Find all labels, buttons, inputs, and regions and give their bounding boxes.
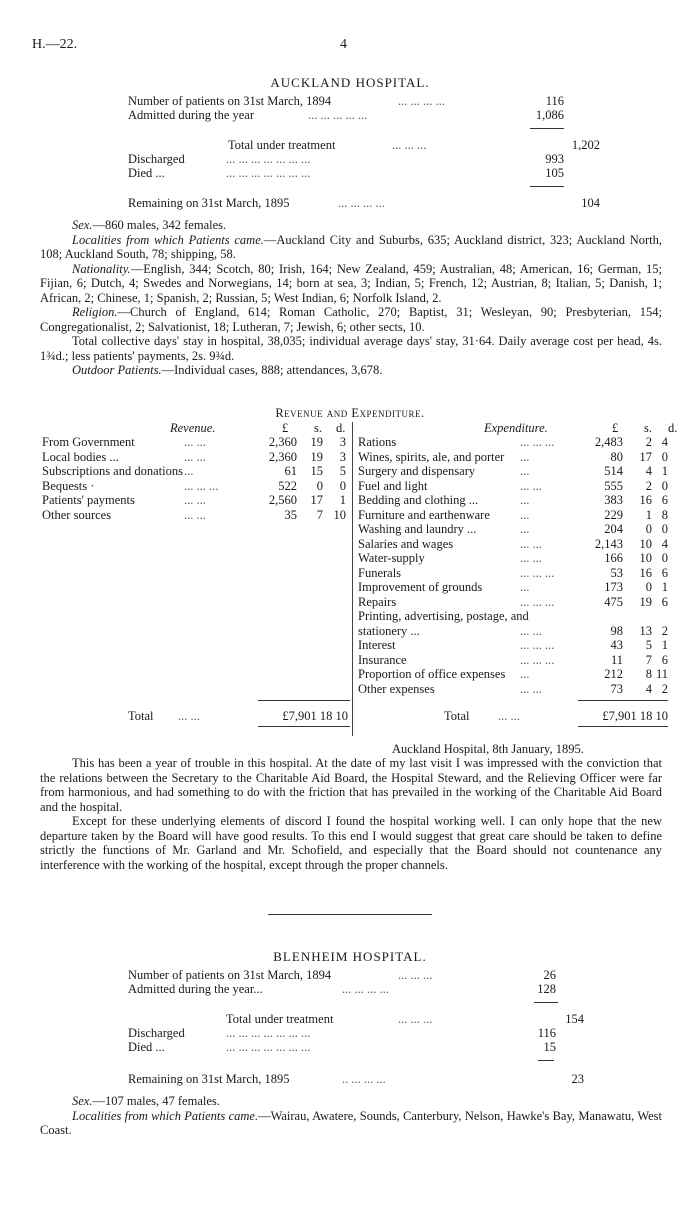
rev-d: 3 xyxy=(339,449,346,464)
exp-l: 212 xyxy=(604,667,623,681)
stat-row: Remaining on 31st March, 1895 ... ... ... ... 104 xyxy=(128,196,600,210)
rev-l: 522 xyxy=(278,478,297,493)
exp-l: 229 xyxy=(604,507,623,522)
rev-dots: ... ... xyxy=(184,507,206,522)
stat-row: Number of patients on 31st March, 1894 ... ... ... 26 xyxy=(128,968,556,982)
expenditure-row xyxy=(0,493,700,508)
exp-dots: ... ... ... xyxy=(520,652,555,667)
exp-s: 5 xyxy=(645,638,652,652)
expenditure-row xyxy=(0,667,700,682)
stat-row: Admitted during the year ... ... ... ... ... 1,086 xyxy=(128,108,564,122)
stat-row: Total under treatment ... ... ... 1,202 xyxy=(228,138,600,152)
exp-s: 19 xyxy=(639,594,652,609)
expenditure-row xyxy=(0,653,700,668)
paragraph: Total collective days' stay in hospital, 38,035; individual average days' stay, 31·64. Daily average cost per head, 4s. 1¾d.; less patients' payments, 2s. 9¾d. xyxy=(40,334,662,363)
blenheim-particulars xyxy=(40,1094,662,1138)
rev-d: 5 xyxy=(339,464,346,478)
rev-l: 2,560 xyxy=(268,493,297,507)
exp-dots: ... ... xyxy=(520,681,542,696)
stat-row: Died ... ... ... ... ... ... ... ... 105 xyxy=(128,166,564,180)
page-number: 4 xyxy=(340,37,347,52)
exp-s: 0 xyxy=(645,580,652,594)
rev-l: 2,360 xyxy=(268,449,297,464)
exp-l: 53 xyxy=(610,565,623,580)
exp-d: 0 xyxy=(661,478,668,493)
exp-label: Improvement of grounds xyxy=(358,580,483,594)
exp-label: Repairs xyxy=(358,594,397,609)
exp-d: 6 xyxy=(661,493,668,507)
exp-label: Rations xyxy=(358,435,397,449)
rev-label: Local bodies ... xyxy=(42,449,119,464)
inspector-report xyxy=(40,756,662,872)
exp-d: 4 xyxy=(661,536,668,551)
exp-l: 2,483 xyxy=(594,435,623,449)
exp-dots: ... xyxy=(520,493,530,507)
exp-s: 16 xyxy=(639,493,652,507)
stat-row: Admitted during the year... ... ... ... ... 128 xyxy=(128,982,556,996)
exp-label: Water-supply xyxy=(358,551,425,565)
revenue-total-label: Total xyxy=(128,709,154,723)
expenditure-row xyxy=(0,638,700,653)
exp-s: 7 xyxy=(645,652,652,667)
rev-d: 3 xyxy=(339,435,346,449)
exp-d: 1 xyxy=(661,464,668,478)
exp-d: 2 xyxy=(661,623,668,638)
exp-l: 98 xyxy=(610,623,623,638)
expenditure-row xyxy=(0,450,700,465)
auckland-particulars xyxy=(40,218,662,378)
revexp-title: Revenue and Expenditure. xyxy=(275,406,425,420)
exp-dots: ... ... xyxy=(520,551,542,565)
rev-d: 0 xyxy=(339,478,346,493)
rev-l: 61 xyxy=(284,464,297,478)
exp-l: 43 xyxy=(610,638,623,652)
rule xyxy=(530,186,564,187)
rev-label: Subscriptions and donations xyxy=(42,464,183,478)
report-date: Auckland Hospital, 8th January, 1895. xyxy=(392,742,584,756)
exp-d: 0 xyxy=(661,449,668,464)
rev-label: Bequests · xyxy=(42,478,95,493)
exp-s: 4 xyxy=(645,681,652,696)
expenditure-total-label: Total xyxy=(444,709,470,723)
expenditure-row xyxy=(0,580,700,595)
exp-dots: ... ... ... xyxy=(520,638,555,652)
expenditure-row xyxy=(0,566,700,581)
exp-label: Funerals xyxy=(358,565,402,580)
rule xyxy=(530,128,564,129)
exp-dots: ... ... ... xyxy=(520,594,555,609)
exp-dots: ... ... xyxy=(520,536,542,551)
rule xyxy=(538,1060,554,1061)
rule xyxy=(258,726,350,727)
exp-l: 555 xyxy=(604,478,623,493)
paragraph: Nationality.—English, 344; Scotch, 80; Irish, 164; New Zealand, 459; Australian, 48; American, 16; German, 15; Fijian, 6; Dutch, 4; Swedes and Norwegians, 14; born at sea, 3; Indian, 5; French, 12; Austrian, 8; Italian, 5; Danish, 1; African, 2; Chinese, 1; Spanish, 2; Russian, 5; West Indian, 6; Norfolk Island, 2. xyxy=(40,261,662,305)
exp-label: Fuel and light xyxy=(358,478,428,493)
exp-dots: ... xyxy=(520,522,530,536)
rev-l: 35 xyxy=(284,507,297,522)
rev-s: 15 xyxy=(310,464,323,478)
exp-s: 2 xyxy=(645,478,652,493)
exp-d: 1 xyxy=(661,638,668,652)
stat-row: Discharged ... ... ... ... ... ... ... 993 xyxy=(128,152,564,166)
rev-s: 17 xyxy=(310,493,323,507)
exp-s: 10 xyxy=(639,536,652,551)
exp-label: Wines, spirits, ale, and porter xyxy=(358,449,505,464)
exp-d: 6 xyxy=(661,652,668,667)
exp-l: 73 xyxy=(610,681,623,696)
exp-dots: ... ... xyxy=(520,478,542,493)
exp-d: 6 xyxy=(661,565,668,580)
exp-label: Proportion of office expenses xyxy=(358,667,506,681)
rule xyxy=(258,700,350,701)
exp-l: 80 xyxy=(610,449,623,464)
paragraph: Religion.—Church of England, 614; Roman Catholic, 270; Baptist, 31; Wesleyan, 90; Presbyterian, 154; Congregationalist, 2; Salvationist, 18; Lutheran, 7; Jewish, 6; other sects, 10. xyxy=(40,305,662,334)
rev-s: 7 xyxy=(316,507,323,522)
expenditure-row xyxy=(0,479,700,494)
exp-d: 8 xyxy=(661,507,668,522)
exp-l: 2,143 xyxy=(594,536,623,551)
rev-dots: ... ... xyxy=(184,449,206,464)
rev-label: From Government xyxy=(42,435,135,449)
exp-d: 0 xyxy=(661,551,668,565)
expenditure-row xyxy=(0,551,700,566)
rev-dots: ... ... ... xyxy=(184,478,219,493)
exp-l: 514 xyxy=(604,464,623,478)
exp-label: Printing, advertising, postage, and xyxy=(358,609,529,623)
paragraph: Localities from which Patients came.—Auckland City and Suburbs, 635; Auckland district, 323; Auckland North, 108; Auckland South, 78; shipping, 58. xyxy=(40,232,663,261)
rev-d: 10 xyxy=(333,507,346,522)
expenditure-row xyxy=(0,682,700,697)
exp-label: Salaries and wages xyxy=(358,536,454,551)
exp-label: Bedding and clothing ... xyxy=(358,493,479,507)
paragraph: Localities from which Patients came.—Wairau, Awatere, Sounds, Canterbury, Nelson, Hawke's Bay, Manawatu, West Coast. xyxy=(40,1108,663,1137)
rule xyxy=(578,700,668,701)
exp-dots: ... xyxy=(520,507,530,522)
expenditure-heading: Expenditure. xyxy=(484,421,548,435)
exp-dots: ... ... xyxy=(520,623,542,638)
exp-s: 0 xyxy=(645,522,652,536)
rev-dots: ... ... xyxy=(184,493,206,507)
exp-label: Washing and laundry ... xyxy=(358,522,477,536)
section-divider xyxy=(268,914,432,915)
rev-label: Patients' payments xyxy=(42,493,135,507)
exp-d: 11 xyxy=(655,667,668,681)
exp-label: Furniture and earthenware xyxy=(358,507,490,522)
stat-row: Number of patients on 31st March, 1894 ... ... ... ... 116 xyxy=(128,94,564,108)
exp-l: 11 xyxy=(610,652,623,667)
rev-dots: ... xyxy=(184,464,194,478)
rev-label: Other sources xyxy=(42,507,112,522)
expenditure-row xyxy=(0,537,700,552)
exp-label: Insurance xyxy=(358,652,407,667)
expenditure-row xyxy=(0,595,700,610)
rev-s: 0 xyxy=(316,478,323,493)
rev-s: 19 xyxy=(310,435,323,449)
exp-label: Other expenses xyxy=(358,681,435,696)
stat-row: Remaining on 31st March, 1895 .. ... ... ... 23 xyxy=(128,1072,584,1086)
exp-label: stationery ... xyxy=(358,623,420,638)
exp-s: 8 xyxy=(645,667,652,681)
report-code: H.—22. xyxy=(32,37,78,52)
rev-s: 19 xyxy=(310,449,323,464)
paragraph: Outdoor Patients.—Individual cases, 888; attendances, 3,678. xyxy=(72,363,383,377)
paragraph: Sex.—107 males, 47 females. xyxy=(72,1094,220,1108)
exp-dots: ... xyxy=(520,449,530,464)
exp-s: 16 xyxy=(639,565,652,580)
exp-dots: ... ... ... xyxy=(520,565,555,580)
paragraph: Sex.—860 males, 342 females. xyxy=(72,218,227,232)
exp-l: 204 xyxy=(604,522,623,536)
exp-dots: ... xyxy=(520,667,530,681)
exp-l: 383 xyxy=(604,493,623,507)
exp-l: 475 xyxy=(604,594,623,609)
exp-l: 173 xyxy=(604,580,623,594)
stat-row: Died ... ... ... ... ... ... ... ... 15 xyxy=(128,1040,556,1054)
auckland-title: AUCKLAND HOSPITAL. xyxy=(270,75,430,90)
expenditure-row xyxy=(0,609,700,624)
exp-s: 10 xyxy=(639,551,652,565)
exp-s: 17 xyxy=(639,449,652,464)
expenditure-row xyxy=(0,624,700,639)
exp-s: 13 xyxy=(639,623,652,638)
exp-d: 6 xyxy=(661,594,668,609)
paragraph: This has been a year of trouble in this hospital. At the date of my last visit I was impressed with the conviction that the relations between the Secretary to the Charitable Aid Board, the Hospital Steward, and the Relieving Officer were far from harmonious, and had something to do with the friction that has prevailed in the working of the Charitable Aid Board and the hospital. xyxy=(40,756,662,814)
revenue-total: £7,901 18 10 xyxy=(282,709,348,723)
exp-dots: ... xyxy=(520,580,530,594)
expenditure-row xyxy=(0,508,700,523)
blenheim-title: BLENHEIM HOSPITAL. xyxy=(273,949,427,964)
document-page: H.—22. 4 AUCKLAND HOSPITAL. Number of patients on 31st March, 1894 ... ... ... ... 116 Admitted during the year ... ... ... ... ... 1,086 Total under treatment ... ... ... 1,202 Discharged ... ... ... ... ... ... ... 993 Died ... ... ... ... ... ... ... ... 105 Remaining on 31st March, 1895 ... ... ... ... 104 Sex.—860 males, 342 females. Localities from which Patients came.—Auckland City and Suburbs, 635; Auckland district, 323; Auckland North, 108; Auckland South, 78; shipping, 58. Nationality.—English, 344; Scotch, 80; Irish, 164; New Zealand, 459; Australian, 48; American, 16; German, 15; Fijian, 6; Dutch, 4; Swedes and Norwegians, 14; born at sea, 3; Indian, 5; French, 12; Austrian, 8; Italian, 5; Danish, 1; African, 2; Chinese, 1; Spanish, 2; Russian, 5; West Indian, 6; Norfolk Island, 2. Religion.—Church of England, 614; Roman Catholic, 270; Baptist, 31; Wesleyan, 90; Presbyterian, 154; Congregationalist, 2; Salvationist, 18; Lutheran, 7; Jewish, 6; other sects, 10. Total collective days' stay in hospital, 38,035; individual average days' stay, 31·64. Daily average cost per head, 4s. 1¾d.; less patients' payments, 2s. 9¾d. Outdoor Patients.—Individual cases, 888; attendances, 3,678. Revenue and Expenditure. Revenue. £ s. d. Expenditure. £ s. d. From Government ... ... 2,360 19 3 Local bodies ... ... ... 2,360 19 3 Subscriptions and donations ... 61 15 5 Bequests · ... ... ... 522 0 0 Patients' payments ... ... 2,560 17 1 Other sources ... ... 35 7 10 Rations ... ... ... 2,483 2 4 Wines, spirits, ale, and porter ... 80 17 0 Surgery and dispensary ... 514 4 1 Fuel and light ... ... 555 2 0 Bedding and clothing ... ... 383 16 6 Furniture and earthenware ... 229 1 8 Washing and laundry ... ... 204 0 0 Salaries and wages ... ... 2,143 10 4 Water-supply ... ... 166 10 0 Funerals ... ... ... 53 16 6 Improvement of grounds ... 173 0 1 Repairs ... ... ... 475 19 6 Printing, advertising, postage, and stationery ... ... ... 98 13 2 Interest ... ... ... 43 5 1 Insurance ... ... ... 11 7 6 Proportion of office expenses ... 212 8 11 Other expenses ... ... 73 4 2 Total ... ... £7,901 18 10 Total ... ... £7,901 18 10 Auckland Hospital, 8th January, 1895. This has been a year of trouble in this hospital. At the date of my last visit I was impressed with the conviction that the relations between the Secretary to the Charitable Aid Board, the Hospital Steward, and the Relieving Officer were far from harmonious, and had something to do with the friction that has prevailed in the working of the Charitable Aid Board and the hospital. Except for these underlying elements of discord I found the hospital working well. I can only hope that the new departure taken by the Board will have good results. To this end I would suggest that great care should be taken to define strictly the functions of Mr. Garland and Mr. Schofield, and especially that the Board should not countenance any interference with the working of the hospital, except through the proper channels. BLENHEIM HOSPITAL. Number of patients on 31st March, 1894 ... ... ... 26 Admitted during the year... ... ... ... ... 128 Total under treatment ... ... ... 154 Discharged ... ... ... ... ... ... ... 116 Died ... ... ... ... ... ... ... ... 15 Remaining on 31st March, 1895 .. ... ... ... 23 Sex.—107 males, 47 females. Localities from which Patients came.—Wairau, Awatere, Sounds, Canterbury, Nelson, Hawke's Bay, Manawatu, West Coast. xyxy=(0,0,700,1214)
exp-label: Surgery and dispensary xyxy=(358,464,476,478)
rule xyxy=(578,726,668,727)
exp-label: Interest xyxy=(358,638,396,652)
rev-d: 1 xyxy=(339,493,346,507)
stat-row: Discharged ... ... ... ... ... ... ... 116 xyxy=(128,1026,556,1040)
exp-dots: ... ... ... xyxy=(520,435,555,449)
expenditure-row xyxy=(0,435,700,450)
rule xyxy=(534,1002,558,1003)
expenditure-total: £7,901 18 10 xyxy=(602,709,668,723)
exp-s: 2 xyxy=(645,435,652,449)
rev-l: 2,360 xyxy=(268,435,297,449)
rev-dots: ... ... xyxy=(184,435,206,449)
exp-dots: ... xyxy=(520,464,530,478)
exp-d: 0 xyxy=(661,522,668,536)
paragraph: Except for these underlying elements of discord I found the hospital working well. I can only hope that the new departure taken by the Board will have good results. To this end I would suggest that great care should be taken to define strictly the functions of Mr. Garland and Mr. Schofield, and especially that the Board should not countenance any interference with the working of the hospital, except through the proper channels. xyxy=(40,814,662,872)
exp-s: 4 xyxy=(645,464,652,478)
revenue-heading: Revenue. xyxy=(170,421,216,435)
expenditure-row xyxy=(0,522,700,537)
exp-d: 2 xyxy=(661,681,668,696)
exp-d: 4 xyxy=(661,435,668,449)
exp-d: 1 xyxy=(661,580,668,594)
exp-l: 166 xyxy=(604,551,623,565)
exp-s: 1 xyxy=(645,507,652,522)
expenditure-row xyxy=(0,464,700,479)
stat-row: Total under treatment ... ... ... 154 xyxy=(226,1012,584,1026)
